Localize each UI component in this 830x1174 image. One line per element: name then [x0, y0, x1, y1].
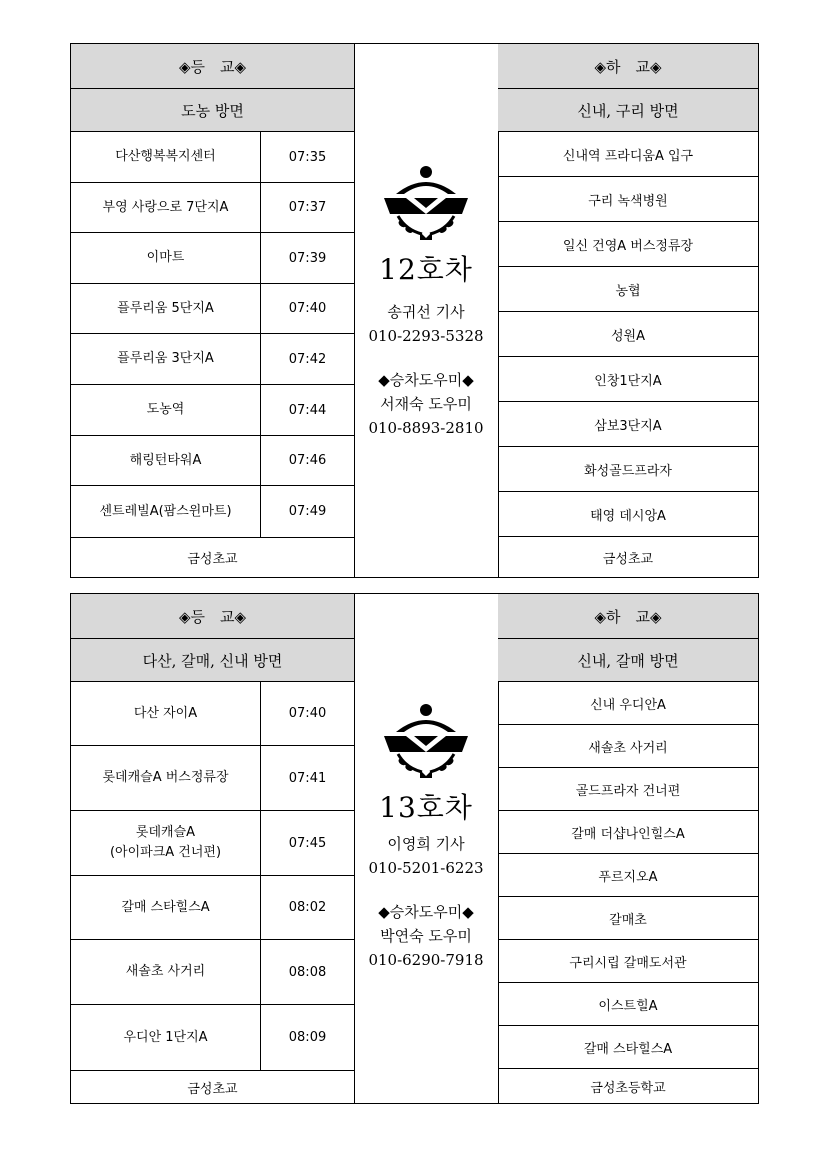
driver-name: 송귀선 기사 — [387, 303, 465, 321]
table-row — [71, 876, 354, 940]
stop-time: 08:09 — [260, 1005, 354, 1070]
list-item: 갈매초 — [498, 897, 758, 940]
stop-name: 해링턴타워A — [129, 452, 202, 468]
stop-name: 부영 사랑으로 7단지A — [102, 199, 229, 215]
assistant-name: 박연숙 도우미 — [380, 927, 472, 945]
bus12-afternoon-direction: 신내, 구리 방면 — [498, 89, 758, 132]
driver-phone: 010-5201-6223 — [368, 859, 484, 877]
bus13-afternoon-title: ◈하 교◈ — [498, 594, 758, 639]
bus13-morning-destination: 금성초교 — [71, 1070, 354, 1103]
bus12-morning-destination: 금성초교 — [71, 537, 354, 577]
stop-name: 다산행복복지센터 — [115, 149, 216, 164]
stop-time: 07:44 — [260, 385, 354, 435]
list-item: 골드프라자 건너편 — [498, 768, 758, 811]
bus12-afternoon-destination: 금성초교 — [602, 551, 654, 567]
stop-name-line1: 롯데캐슬A — [135, 825, 196, 840]
bus-number: 12호차 — [379, 253, 473, 286]
driver-name: 이영희 기사 — [387, 835, 465, 853]
list-item: 성원A — [498, 312, 758, 357]
stop-time: 07:40 — [260, 284, 354, 333]
list-item: 신내 우디안A — [498, 682, 758, 725]
stop-name: 플루리움 3단지A — [117, 351, 214, 366]
stop-time: 07:46 — [260, 436, 354, 485]
list-item: 갈매 스타힐스A — [498, 1026, 758, 1069]
bus12-morning-stop-list — [71, 132, 354, 537]
stop-time: 07:49 — [260, 486, 354, 537]
bus13-morning-title: ◈등 교◈ — [71, 594, 354, 639]
bus13-morning-direction: 다산, 갈매, 신내 방면 — [71, 639, 354, 682]
table-row — [71, 436, 354, 486]
assistant-name: 서재숙 도우미 — [380, 395, 472, 413]
stop-time: 08:08 — [260, 940, 354, 1004]
bus13-info-column — [354, 594, 499, 1103]
stop-time: 07:41 — [260, 746, 354, 810]
bus12-afternoon-title: ◈하 교◈ — [498, 44, 758, 89]
stop-time: 07:45 — [260, 811, 354, 875]
stop-name: 도농역 — [146, 402, 185, 417]
bus12-schedule — [70, 43, 759, 578]
bus12-morning-title: ◈등 교◈ — [71, 44, 354, 89]
table-row — [71, 682, 354, 746]
table-row — [71, 811, 354, 876]
bus13-afternoon-destination: 금성초등학교 — [590, 1080, 666, 1096]
table-row — [71, 183, 354, 233]
stop-time: 07:42 — [260, 334, 354, 384]
list-item: 갈매 더샵나인힐스A — [498, 811, 758, 854]
bus13-morning-column — [71, 594, 355, 1103]
list-item: 푸르지오A — [498, 854, 758, 897]
table-row — [71, 940, 354, 1005]
list-item: 신내역 프라디움A 입구 — [498, 132, 758, 177]
bus12-afternoon-column — [498, 44, 758, 577]
stop-name: 갈매 스타힐스A — [121, 899, 210, 915]
list-item: 일신 건영A 버스정류장 — [498, 222, 758, 267]
bus13-morning-stop-list — [71, 682, 354, 1070]
list-item: 화성골드프라자 — [498, 447, 758, 492]
stop-name: 새솔초 사거리 — [125, 964, 206, 979]
bus12-info-column — [354, 44, 499, 577]
table-row — [71, 233, 354, 284]
driver-phone: 010-2293-5328 — [368, 327, 484, 345]
stop-name: 우디안 1단지A — [123, 1029, 208, 1045]
stop-name: 플루리움 5단지A — [117, 300, 214, 316]
stop-name: 이마트 — [146, 250, 185, 265]
table-row — [71, 284, 354, 334]
table-row — [71, 385, 354, 436]
stop-time: 07:39 — [260, 233, 354, 283]
bus-number: 13호차 — [379, 791, 473, 824]
stop-name: 다산 자이A — [133, 705, 198, 721]
school-emblem-icon — [376, 702, 476, 782]
list-item: 태영 데시앙A — [498, 492, 758, 537]
bus12-morning-direction: 도농 방면 — [71, 89, 354, 132]
table-row — [71, 1005, 354, 1070]
stop-time: 07:37 — [260, 183, 354, 232]
table-row — [71, 334, 354, 385]
list-item: 삼보3단지A — [498, 402, 758, 447]
list-item: 이스트힐A — [498, 983, 758, 1026]
table-row — [71, 486, 354, 537]
stop-name-line2: (아이파크A 건너편) — [109, 845, 222, 860]
bus13-schedule — [70, 593, 759, 1104]
bus12-morning-column — [71, 44, 355, 577]
stop-time: 08:02 — [260, 876, 354, 939]
list-item: 구리 녹색병원 — [498, 177, 758, 222]
stop-time: 07:35 — [260, 132, 354, 182]
assistant-phone: 010-8893-2810 — [368, 419, 484, 437]
list-item: 농협 — [498, 267, 758, 312]
school-emblem-icon — [376, 164, 476, 244]
table-row — [71, 746, 354, 811]
table-row — [71, 132, 354, 183]
assistant-phone: 010-6290-7918 — [368, 951, 484, 969]
stop-name: 롯데캐슬A 버스정류장 — [102, 770, 229, 785]
list-item: 인창1단지A — [498, 357, 758, 402]
stop-name: 센트레빌A(팜스윈마트) — [99, 503, 232, 519]
assistant-title: ◆승차도우미◆ — [378, 903, 474, 921]
bus13-afternoon-column — [498, 594, 758, 1103]
list-item: 새솔초 사거리 — [498, 725, 758, 768]
stop-name — [71, 811, 260, 875]
bus13-afternoon-direction: 신내, 갈매 방면 — [498, 639, 758, 682]
assistant-title: ◆승차도우미◆ — [378, 371, 474, 389]
list-item: 구리시립 갈매도서관 — [498, 940, 758, 983]
stop-time: 07:40 — [260, 682, 354, 745]
